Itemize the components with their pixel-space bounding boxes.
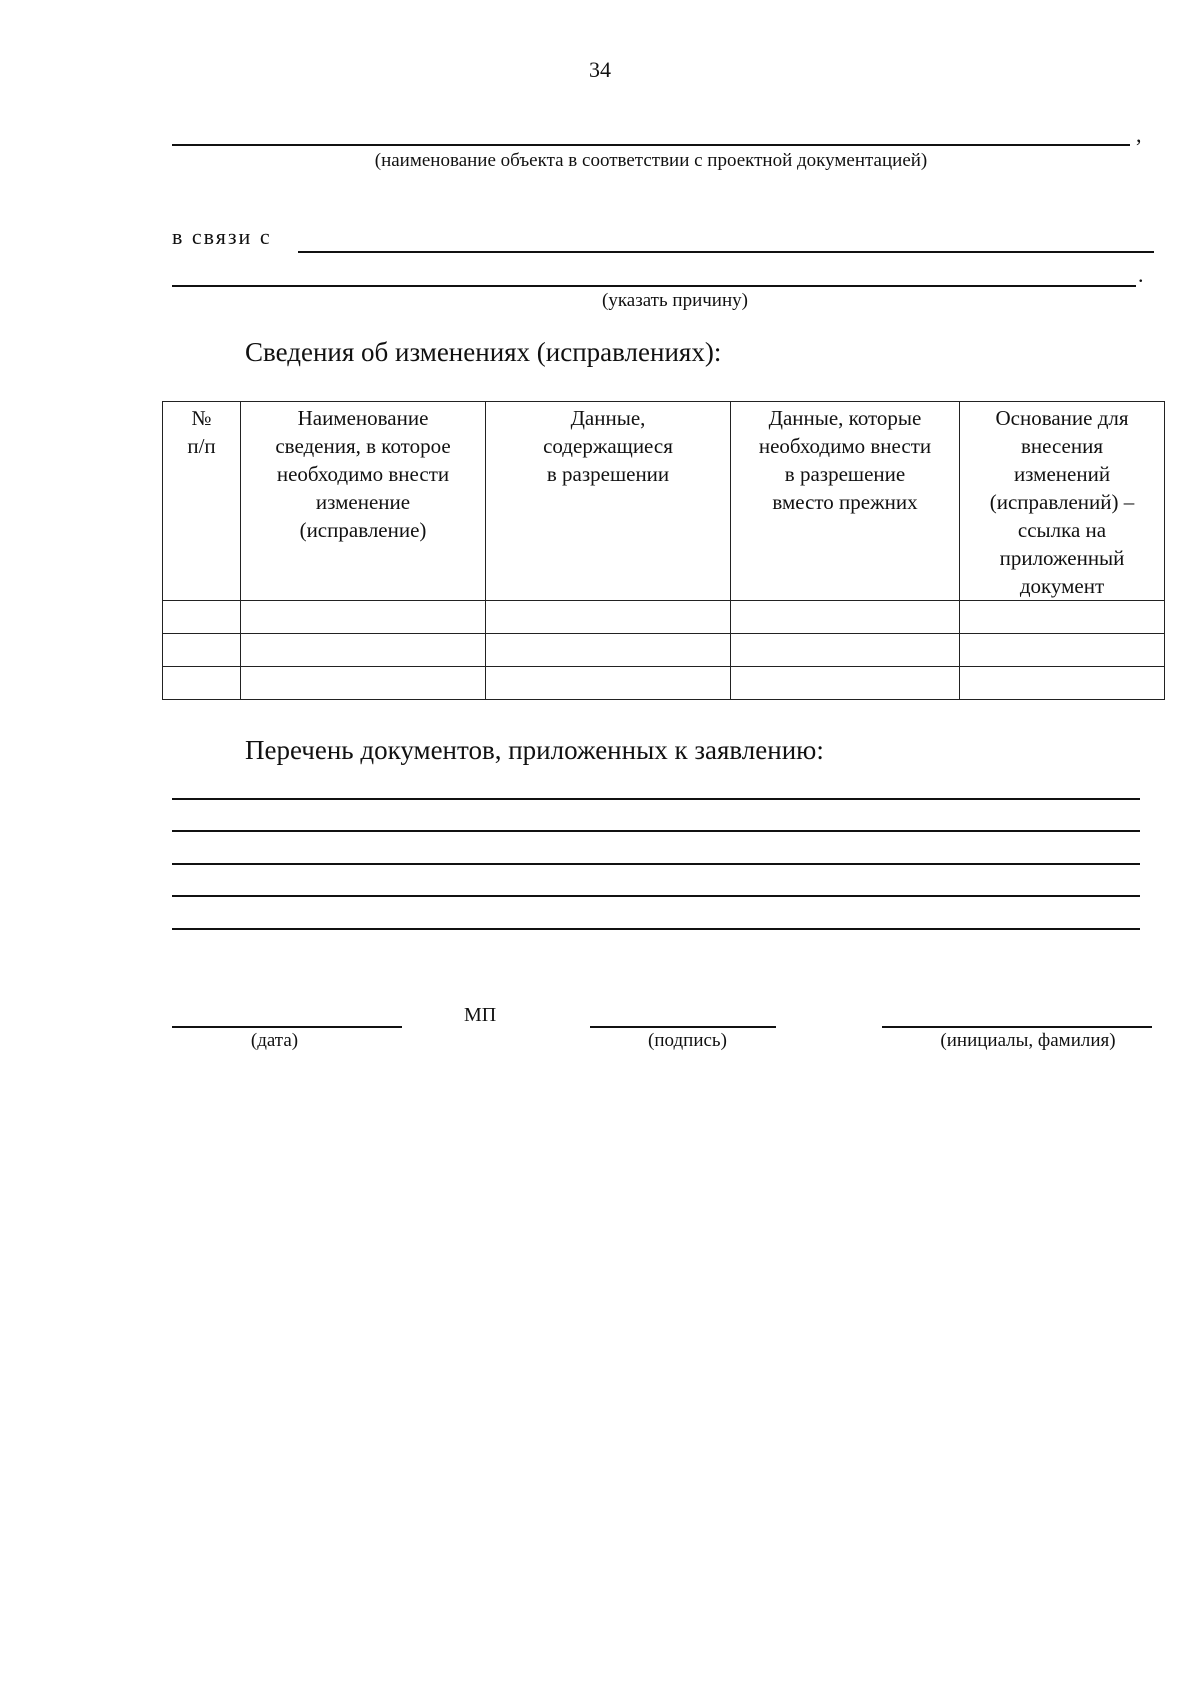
column-header-new-data: Данные, которые необходимо внести в разрешение вместо прежних [731, 402, 960, 601]
documents-line-4[interactable] [172, 895, 1140, 897]
name-line[interactable] [882, 1026, 1152, 1028]
column-header-basis: Основание для внесения изменений (исправлений) – ссылка на приложенный документ [960, 402, 1165, 601]
table-cell[interactable] [241, 601, 486, 634]
column-header-item-name: Наименование сведения, в которое необходимо внести изменение (исправление) [241, 402, 486, 601]
reason-lead: в связи с [172, 224, 272, 249]
signature-caption: (подпись) [648, 1030, 727, 1051]
page-number: 34 [589, 57, 611, 82]
table-cell[interactable] [241, 634, 486, 667]
changes-heading: Сведения об изменениях (исправлениях): [245, 337, 722, 367]
table-cell[interactable] [731, 634, 960, 667]
table-cell[interactable] [163, 601, 241, 634]
reason-caption: (указать причину) [602, 290, 748, 311]
reason-line-1[interactable] [298, 251, 1154, 253]
column-header-number: № п/п [163, 402, 241, 601]
table-row [163, 667, 1165, 700]
table-row [163, 601, 1165, 634]
table-cell[interactable] [486, 634, 731, 667]
column-header-current-data: Данные, содержащиеся в разрешении [486, 402, 731, 601]
table-cell[interactable] [486, 667, 731, 700]
date-line[interactable] [172, 1026, 402, 1028]
stamp-label: МП [464, 1004, 497, 1026]
reason-trailing-period: . [1138, 262, 1144, 287]
signature-line[interactable] [590, 1026, 776, 1028]
changes-table-header-row [163, 402, 1165, 601]
documents-line-5[interactable] [172, 928, 1140, 930]
documents-line-2[interactable] [172, 830, 1140, 832]
table-cell[interactable] [163, 634, 241, 667]
object-name-trailing-comma: , [1136, 122, 1142, 147]
table-cell[interactable] [163, 667, 241, 700]
table-cell[interactable] [731, 667, 960, 700]
table-cell[interactable] [731, 601, 960, 634]
table-cell[interactable] [486, 601, 731, 634]
documents-line-1[interactable] [172, 798, 1140, 800]
table-cell[interactable] [960, 601, 1165, 634]
table-row [163, 634, 1165, 667]
date-caption: (дата) [250, 1030, 299, 1051]
object-name-line[interactable] [172, 144, 1130, 146]
table-cell[interactable] [241, 667, 486, 700]
object-name-caption: (наименование объекта в соответствии с проектной документацией) [374, 150, 928, 171]
table-cell[interactable] [960, 634, 1165, 667]
reason-line-2[interactable] [172, 285, 1136, 287]
documents-heading: Перечень документов, приложенных к заявлению: [245, 735, 824, 765]
changes-table [162, 401, 1165, 700]
table-cell[interactable] [960, 667, 1165, 700]
name-caption: (инициалы, фамилия) [940, 1030, 1116, 1051]
documents-line-3[interactable] [172, 863, 1140, 865]
